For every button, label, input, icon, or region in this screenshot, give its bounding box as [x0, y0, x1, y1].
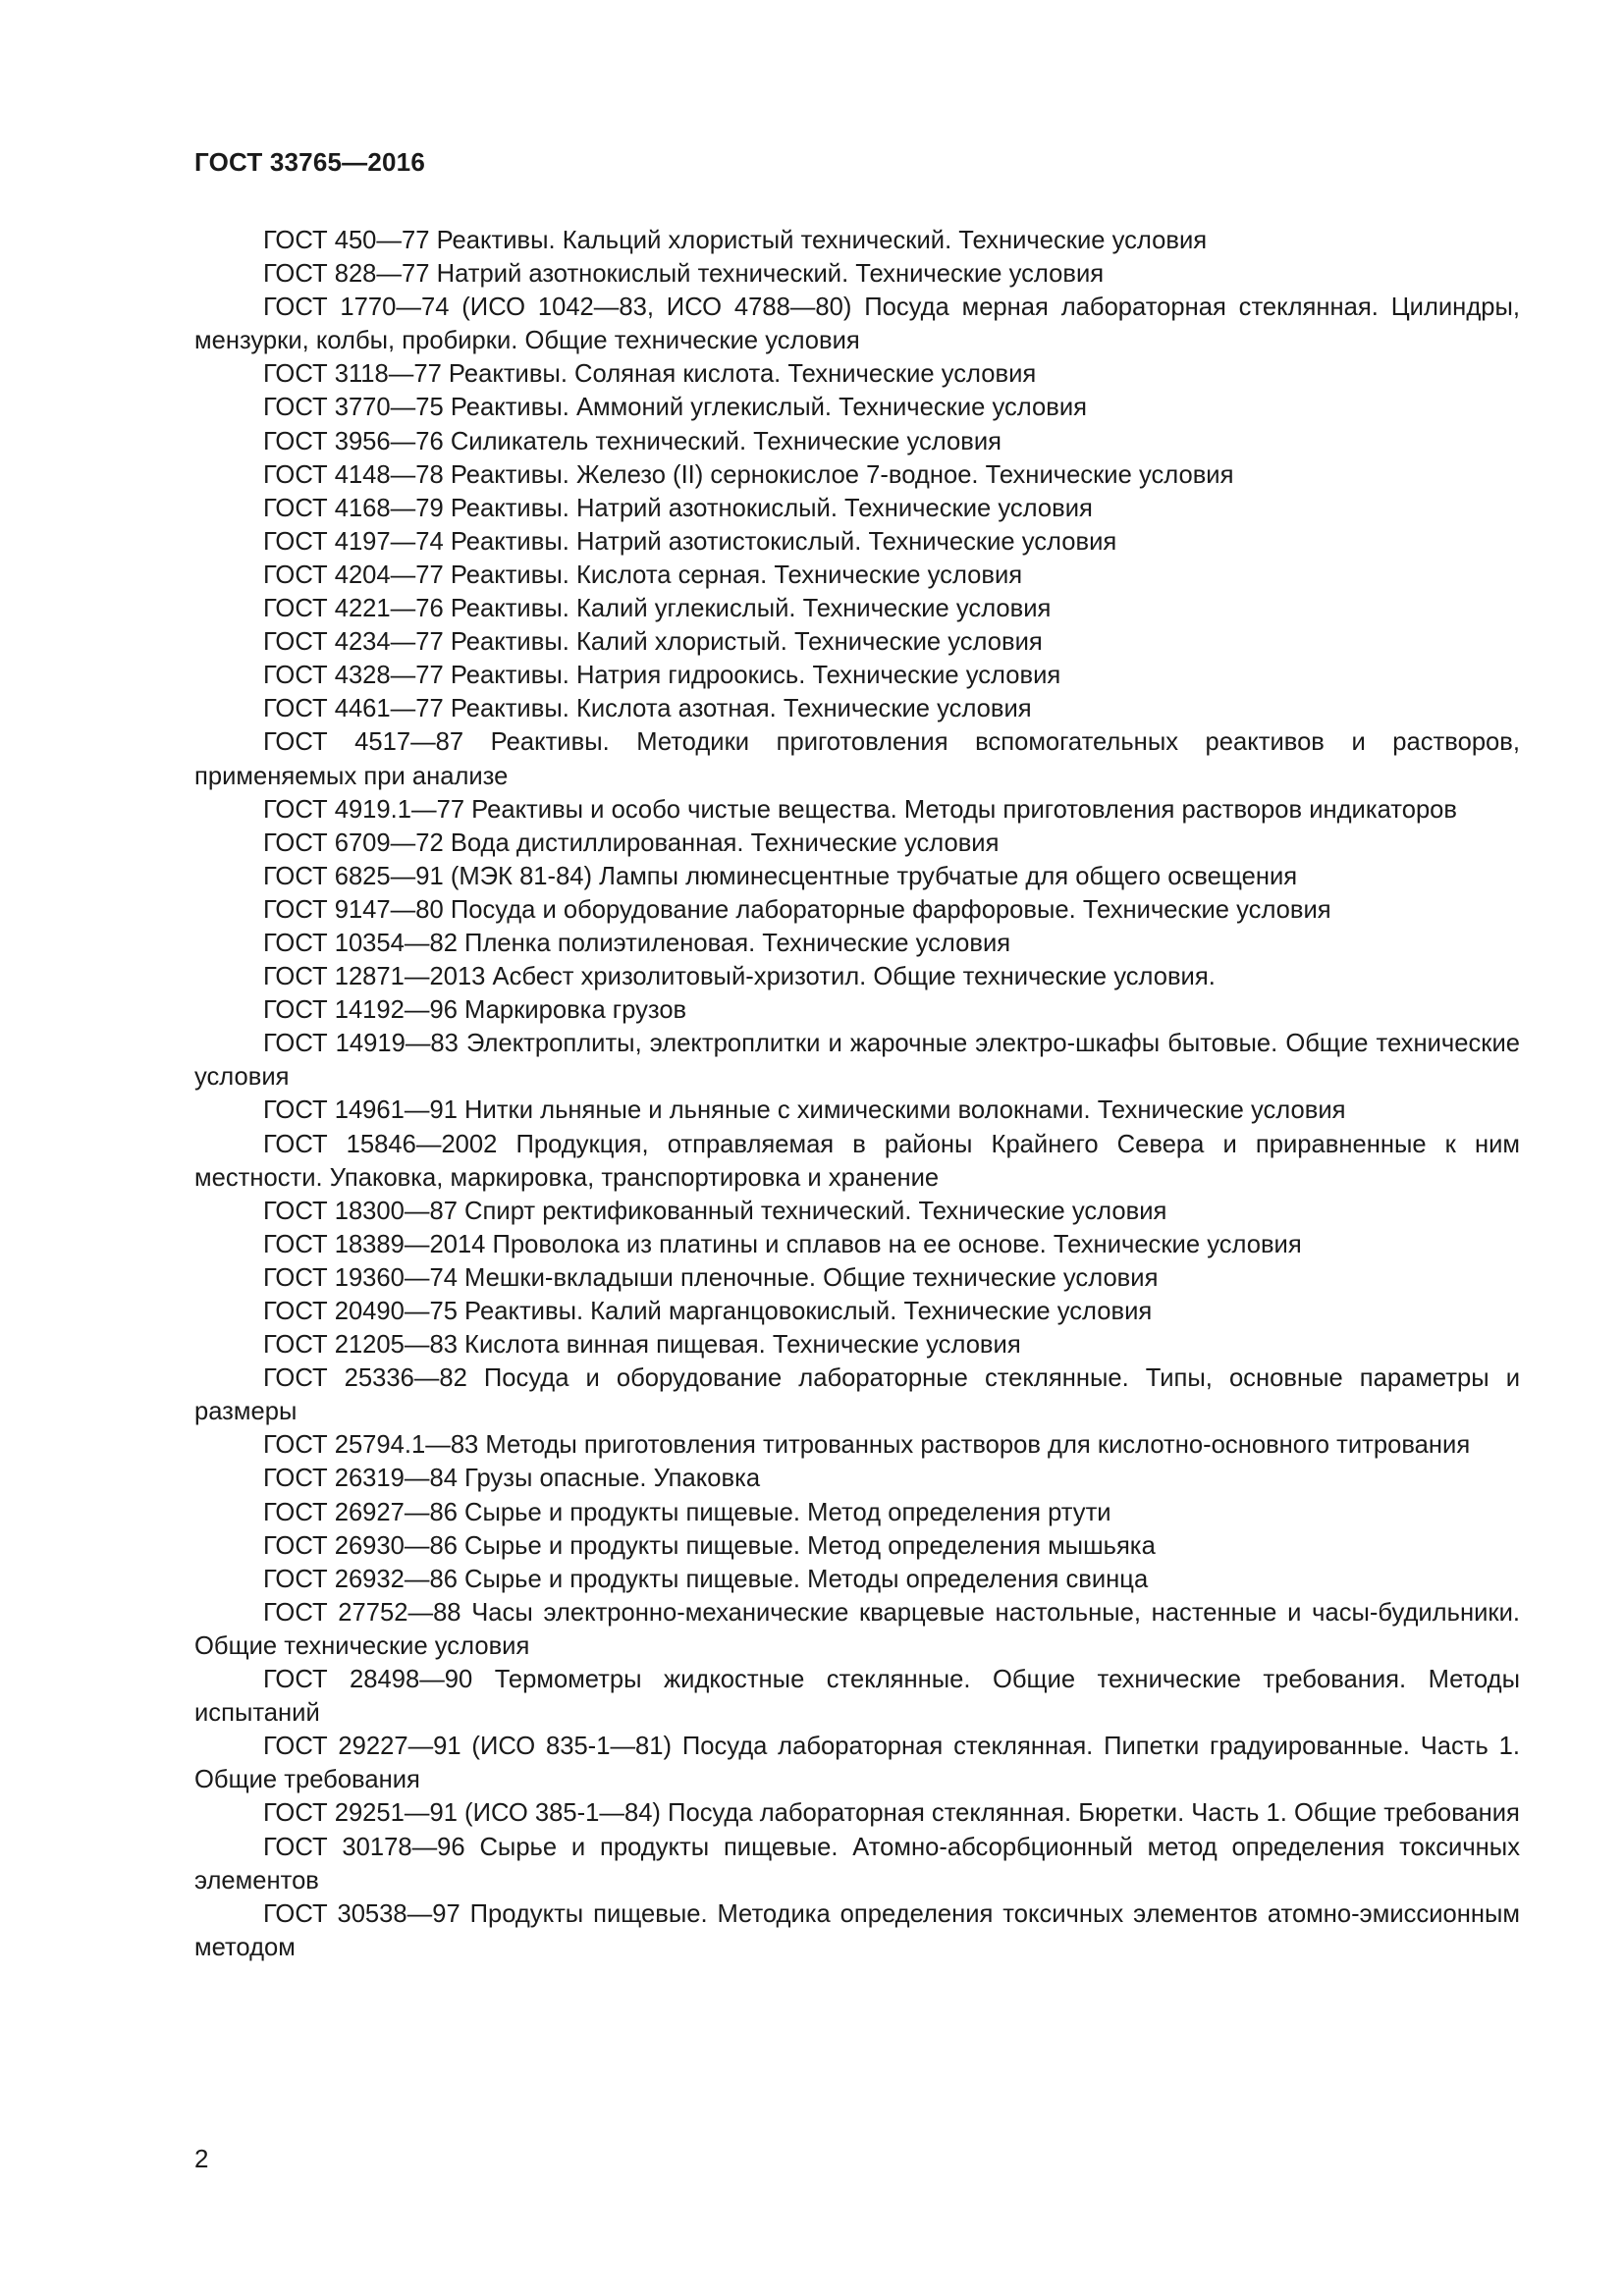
reference-entry: ГОСТ 4234—77 Реактивы. Калий хлористый. Технические условия	[263, 628, 1043, 657]
reference-entry: ГОСТ 15846—2002 Продукция, отправляемая в районы Крайнего Севера и приравненные к ним местности. Упаковка, маркировка, транспортировка и хранение	[194, 1130, 1520, 1192]
reference-entry: ГОСТ 1770—74 (ИСО 1042—83, ИСО 4788—80) Посуда мерная лабораторная стеклянная. Цилиндры, мензурки, колбы, пробирки. Общие технические условия	[194, 294, 1520, 355]
reference-entry: ГОСТ 14919—83 Электроплиты, электроплитки и жарочные электро-шкафы бытовые. Общие технические условия	[194, 1030, 1520, 1092]
reference-entry: ГОСТ 4461—77 Реактивы. Кислота азотная. Технические условия	[263, 695, 1032, 723]
reference-entry: ГОСТ 4328—77 Реактивы. Натрия гидроокись. Технические условия	[263, 662, 1061, 690]
reference-entry: ГОСТ 3956—76 Силикатель технический. Технические условия	[263, 427, 1001, 455]
reference-entry: ГОСТ 21205—83 Кислота винная пищевая. Технические условия	[263, 1331, 1021, 1360]
normative-references-list	[194, 224, 1520, 1964]
reference-entry: ГОСТ 26930—86 Сырье и продукты пищевые. Метод определения мышьяка	[263, 1531, 1156, 1560]
reference-entry: ГОСТ 4204—77 Реактивы. Кислота серная. Технические условия	[263, 561, 1023, 589]
reference-entry: ГОСТ 26932—86 Сырье и продукты пищевые. Методы определения свинца	[263, 1565, 1149, 1593]
reference-entry: ГОСТ 6709—72 Вода дистиллированная. Технические условия	[263, 828, 1000, 857]
reference-entry: ГОСТ 29251—91 (ИСО 385-1—84) Посуда лабораторная стеклянная. Бюретки. Часть 1. Общие требования	[263, 1799, 1520, 1828]
reference-entry: ГОСТ 9147—80 Посуда и оборудование лабораторные фарфоровые. Технические условия	[263, 895, 1331, 924]
reference-entry: ГОСТ 4517—87 Реактивы. Методики приготовления вспомогательных реактивов и растворов, применяемых при анализе	[194, 728, 1520, 790]
reference-entry: ГОСТ 828—77 Натрий азотнокислый технический. Технические условия	[263, 260, 1105, 289]
reference-entry: ГОСТ 29227—91 (ИСО 835-1—81) Посуда лабораторная стеклянная. Пипетки градуированные. Часть 1. Общие требования	[194, 1733, 1520, 1794]
reference-entry: ГОСТ 4221—76 Реактивы. Калий углекислый. Технические условия	[263, 595, 1052, 623]
reference-entry: ГОСТ 27752—88 Часы электронно-механические кварцевые настольные, настенные и часы-будильники. Общие технические условия	[194, 1598, 1520, 1660]
document-code-header: ГОСТ 33765—2016	[194, 147, 425, 177]
reference-entry: ГОСТ 25336—82 Посуда и оборудование лабораторные стеклянные. Типы, основные параметры и размеры	[194, 1364, 1520, 1426]
reference-entry: ГОСТ 26319—84 Грузы опасные. Упаковка	[263, 1465, 761, 1493]
reference-entry: ГОСТ 14192—96 Маркировка грузов	[263, 996, 687, 1025]
reference-entry: ГОСТ 20490—75 Реактивы. Калий марганцовокислый. Технические условия	[263, 1298, 1153, 1325]
page-number: 2	[194, 2144, 209, 2173]
reference-entry: ГОСТ 3770—75 Реактивы. Аммоний углекислый. Технические условия	[263, 394, 1087, 422]
reference-entry: ГОСТ 26927—86 Сырье и продукты пищевые. Метод определения ртути	[263, 1498, 1111, 1526]
reference-entry: ГОСТ 28498—90 Термометры жидкостные стеклянные. Общие технические требования. Методы испытаний	[194, 1666, 1520, 1728]
reference-entry: ГОСТ 4197—74 Реактивы. Натрий азотистокислый. Технические условия	[263, 527, 1117, 556]
reference-entry: ГОСТ 30178—96 Сырье и продукты пищевые. Атомно-абсорбционный метод определения токсичных элементов	[194, 1833, 1520, 1895]
reference-entry: ГОСТ 30538—97 Продукты пищевые. Методика определения токсичных элементов атомно-эмиссионным методом	[194, 1899, 1520, 1961]
reference-entry: ГОСТ 4148—78 Реактивы. Железо (II) сернокислое 7-водное. Технические условия	[263, 460, 1234, 489]
reference-entry: ГОСТ 19360—74 Мешки-вкладыши пленочные. Общие технические условия	[263, 1263, 1159, 1292]
reference-entry: ГОСТ 3118—77 Реактивы. Соляная кислота. Технические условия	[263, 360, 1037, 389]
reference-entry: ГОСТ 6825—91 (МЭК 81-84) Лампы люминесцентные трубчатые для общего освещения	[263, 862, 1298, 890]
reference-entry: ГОСТ 450—77 Реактивы. Кальций хлористый технический. Технические условия	[263, 227, 1208, 254]
reference-entry: ГОСТ 4168—79 Реактивы. Натрий азотнокислый. Технические условия	[263, 494, 1093, 522]
reference-entry: ГОСТ 12871—2013 Асбест хризолитовый-хризотил. Общие технические условия.	[263, 963, 1216, 991]
reference-entry: ГОСТ 14961—91 Нитки льняные и льняные с химическими волокнами. Технические условия	[263, 1096, 1346, 1125]
reference-entry: ГОСТ 4919.1—77 Реактивы и особо чистые вещества. Методы приготовления растворов индикаторов	[263, 795, 1458, 824]
reference-entry: ГОСТ 18300—87 Спирт ректификованный технический. Технические условия	[263, 1197, 1167, 1225]
reference-entry: ГОСТ 18389—2014 Проволока из платины и сплавов на ее основе. Технические условия	[263, 1230, 1302, 1258]
reference-entry: ГОСТ 25794.1—83 Методы приготовления титрованных растворов для кислотно-основного титрования	[263, 1431, 1471, 1460]
reference-entry: ГОСТ 10354—82 Пленка полиэтиленовая. Технические условия	[263, 929, 1011, 957]
